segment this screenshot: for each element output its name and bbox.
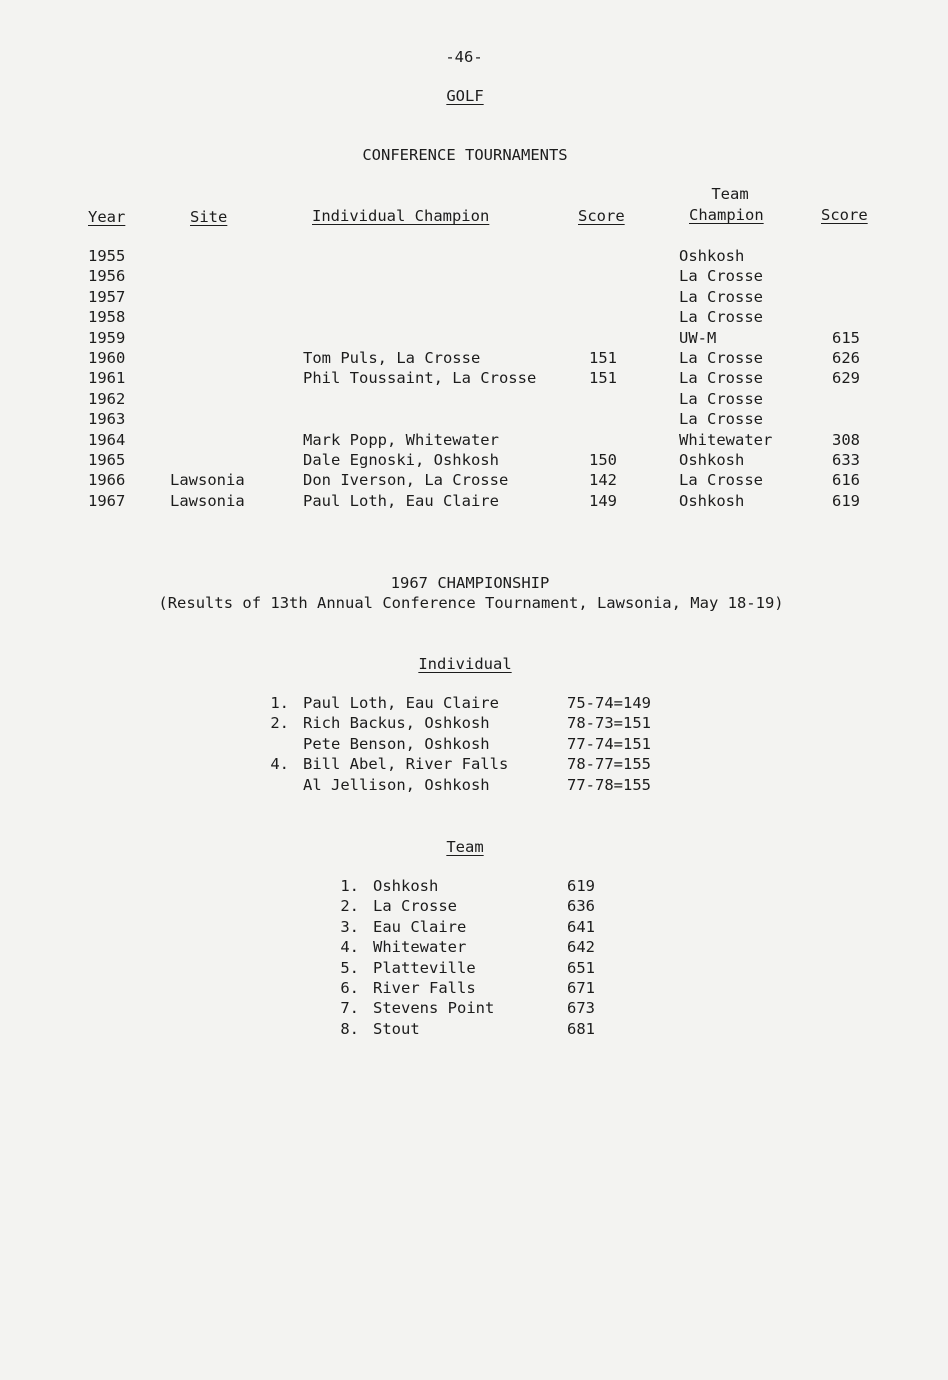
header-year: Year <box>88 208 126 226</box>
row-year: 1961 <box>88 369 126 388</box>
row-team-champion: Whitewater <box>679 430 773 449</box>
row-score: 151 <box>589 369 617 388</box>
row-team-score: 633 <box>832 451 860 469</box>
team-name: Stout <box>373 1019 420 1038</box>
row-team-score: 615 <box>832 328 860 347</box>
team-name: La Crosse <box>373 897 457 916</box>
individual-name: Paul Loth, Eau Claire <box>303 694 499 712</box>
row-year: 1958 <box>88 308 126 327</box>
page-title: GOLF <box>446 87 484 105</box>
team-name: River Falls <box>373 979 476 997</box>
row-year: 1966 <box>88 471 126 490</box>
row-team-champion: La Crosse <box>679 267 763 286</box>
header-score: Score <box>578 207 625 225</box>
row-score: 151 <box>589 349 617 367</box>
team-score: 681 <box>567 1019 595 1038</box>
row-team-score: 619 <box>832 491 860 510</box>
section-title: CONFERENCE TOURNAMENTS <box>362 146 568 164</box>
row-team-score: 629 <box>832 369 860 388</box>
team-score: 619 <box>567 877 595 895</box>
row-site: Lawsonia <box>170 491 245 510</box>
header-team-line2: Champion <box>689 206 764 224</box>
individual-score: 77-74=151 <box>567 734 651 753</box>
row-individual-champion: Mark Popp, Whitewater <box>303 430 499 449</box>
team-score: 651 <box>567 958 595 977</box>
row-team-score: 626 <box>832 349 860 367</box>
row-individual-champion: Dale Egnoski, Oshkosh <box>303 451 499 469</box>
header-individual-champion: Individual Champion <box>312 207 490 225</box>
individual-heading: Individual <box>418 655 512 673</box>
page-number: -46- <box>445 48 483 66</box>
team-score: 636 <box>567 897 595 916</box>
row-team-score: 308 <box>832 430 860 449</box>
row-year: 1960 <box>88 349 126 367</box>
row-team-champion: La Crosse <box>679 287 763 306</box>
row-team-champion: Oshkosh <box>679 491 745 510</box>
row-team-champion: La Crosse <box>679 471 763 490</box>
row-team-champion: La Crosse <box>679 369 763 388</box>
individual-score: 78-73=151 <box>567 714 651 733</box>
row-team-champion: La Crosse <box>679 308 763 327</box>
individual-place: 1. <box>270 694 289 712</box>
team-score: 642 <box>567 938 595 957</box>
individual-name: Rich Backus, Oshkosh <box>303 714 490 733</box>
team-name: Platteville <box>373 958 476 977</box>
individual-score: 77-78=155 <box>567 775 651 794</box>
row-year: 1965 <box>88 451 126 469</box>
team-place: 5. <box>340 958 359 977</box>
team-score: 673 <box>567 999 595 1018</box>
row-team-champion: Oshkosh <box>679 247 745 265</box>
individual-name: Bill Abel, River Falls <box>303 755 509 774</box>
header-team-line1: Team <box>711 185 749 203</box>
team-score: 671 <box>567 979 595 997</box>
team-heading: Team <box>446 838 484 856</box>
row-team-champion: UW-M <box>679 328 717 347</box>
individual-score: 78-77=155 <box>567 755 651 774</box>
team-score: 641 <box>567 917 595 936</box>
row-year: 1956 <box>88 267 126 286</box>
row-team-score: 616 <box>832 471 860 490</box>
championship-subtitle: (Results of 13th Annual Conference Tournament, Lawsonia, May 18-19) <box>158 594 784 612</box>
championship-title: 1967 CHAMPIONSHIP <box>390 574 550 592</box>
team-name: Oshkosh <box>373 877 439 895</box>
individual-name: Pete Benson, Oshkosh <box>303 734 490 753</box>
team-place: 6. <box>340 979 359 997</box>
row-team-champion: Oshkosh <box>679 451 745 469</box>
row-year: 1959 <box>88 328 126 347</box>
individual-score: 75-74=149 <box>567 694 651 712</box>
row-year: 1957 <box>88 287 126 306</box>
row-site: Lawsonia <box>170 471 245 490</box>
individual-place: 2. <box>270 714 289 733</box>
row-team-champion: La Crosse <box>679 389 763 408</box>
row-team-champion: La Crosse <box>679 410 763 429</box>
header-site: Site <box>190 208 228 226</box>
row-score: 149 <box>589 491 617 510</box>
team-place: 2. <box>340 897 359 916</box>
row-score: 142 <box>589 471 617 490</box>
team-place: 8. <box>340 1019 359 1038</box>
row-year: 1967 <box>88 491 126 510</box>
row-year: 1955 <box>88 247 126 265</box>
team-name: Eau Claire <box>373 917 467 936</box>
row-team-champion: La Crosse <box>679 349 763 367</box>
team-place: 4. <box>340 938 359 957</box>
team-place: 1. <box>340 877 359 895</box>
team-place: 7. <box>340 999 359 1018</box>
row-year: 1962 <box>88 389 126 408</box>
individual-place: 4. <box>270 755 289 774</box>
team-name: Stevens Point <box>373 999 495 1018</box>
team-place: 3. <box>340 917 359 936</box>
row-individual-champion: Don Iverson, La Crosse <box>303 471 509 490</box>
row-score: 150 <box>589 451 617 469</box>
individual-name: Al Jellison, Oshkosh <box>303 775 490 794</box>
row-year: 1964 <box>88 430 126 449</box>
header-team-score: Score <box>821 206 868 224</box>
row-individual-champion: Phil Toussaint, La Crosse <box>303 369 537 388</box>
row-year: 1963 <box>88 410 126 429</box>
row-individual-champion: Tom Puls, La Crosse <box>303 349 481 367</box>
row-individual-champion: Paul Loth, Eau Claire <box>303 491 499 510</box>
team-name: Whitewater <box>373 938 467 957</box>
